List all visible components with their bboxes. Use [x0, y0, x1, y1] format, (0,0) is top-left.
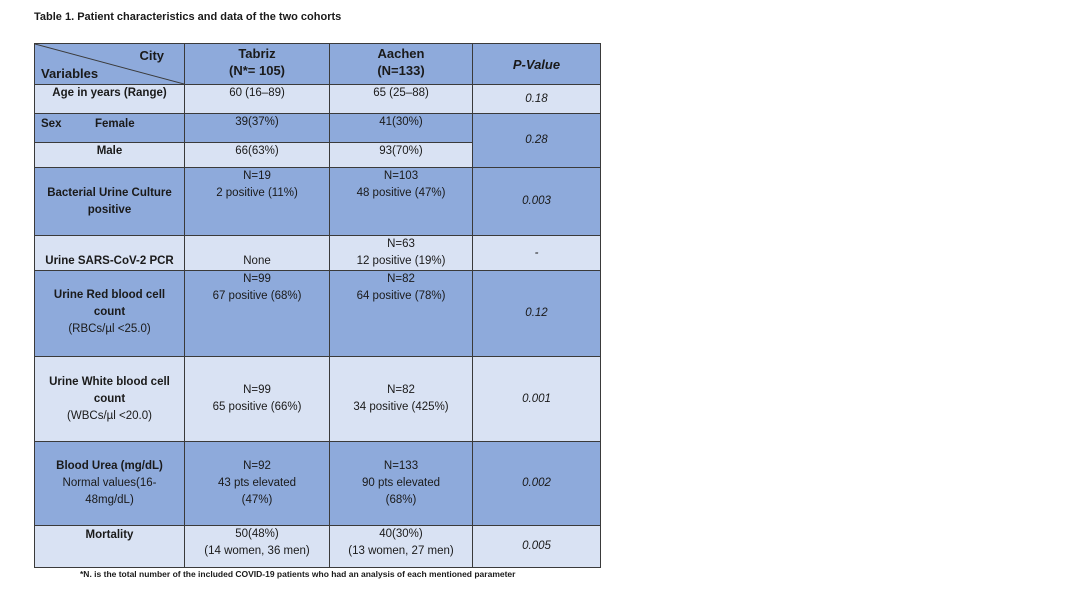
sex-label: Sex: [41, 118, 62, 130]
urea-tabriz-value-line2: (47%): [241, 494, 273, 506]
rbc-aachen-n: N=82: [387, 273, 415, 285]
urea-label-line2: Normal values(16-: [62, 477, 157, 489]
male-tabriz: 66(63%): [185, 143, 330, 168]
culture-label-line2: positive: [87, 203, 132, 216]
wbc-aachen: [330, 357, 473, 442]
row-wbc: [35, 357, 601, 442]
female-tabriz: 39(37%): [185, 114, 330, 143]
sex-female-label-cell: [35, 114, 185, 143]
mortality-label: Mortality: [35, 526, 185, 568]
wbc-tabriz-value: 65 positive (66%): [212, 401, 302, 413]
urea-aachen-n: N=133: [383, 460, 419, 472]
wbc-label-line1: Urine White blood cell: [49, 375, 170, 388]
row-rbc: [35, 271, 601, 357]
culture-tabriz-n: N=19: [243, 170, 271, 182]
pcr-aachen-value: 12 positive (19%): [356, 255, 446, 267]
pcr-aachen-n: N=63: [387, 238, 415, 250]
mortality-tabriz: [185, 526, 330, 568]
rbc-label-line2: count: [93, 306, 126, 318]
rbc-aachen: [330, 271, 473, 357]
row-culture: [35, 168, 601, 236]
header-aachen: [330, 44, 473, 85]
urea-tabriz-value-line1: 43 pts elevated: [217, 477, 296, 489]
header-pvalue: P-Value: [473, 44, 601, 85]
age-pvalue: 0.18: [473, 85, 601, 114]
table-footnote: *N. is the total number of the included COVID-19 patients who had an analysis of each mentioned parameter: [80, 569, 516, 579]
pcr-label: Urine SARS-CoV-2 PCR: [35, 236, 185, 271]
header-tabriz: [185, 44, 330, 85]
mortality-aachen: [330, 526, 473, 568]
pcr-pvalue: -: [473, 236, 601, 271]
rbc-label: [35, 271, 185, 357]
table-caption: Table 1. Patient characteristics and data of the two cohorts: [34, 11, 342, 23]
culture-tabriz-value: 2 positive (11%): [216, 187, 298, 199]
urea-label-line3: 48mg/dL): [85, 494, 134, 506]
wbc-aachen-n: N=82: [387, 384, 415, 396]
wbc-label: [35, 357, 185, 442]
urea-tabriz: [185, 442, 330, 526]
sex-pvalue: 0.28: [473, 114, 601, 168]
culture-tabriz: [185, 168, 330, 236]
culture-label: [35, 168, 185, 236]
mortality-tabriz-value-line1: 50(48%): [235, 528, 279, 540]
culture-aachen: [330, 168, 473, 236]
wbc-aachen-value: 34 positive (425%): [353, 401, 449, 413]
male-label: Male: [35, 143, 185, 168]
rbc-tabriz: [185, 271, 330, 357]
rbc-pvalue: 0.12: [473, 271, 601, 357]
rbc-label-line1: Urine Red blood cell: [53, 289, 166, 301]
rbc-aachen-value: 64 positive (78%): [356, 290, 446, 302]
row-age: [35, 85, 601, 114]
mortality-aachen-value-line2: (13 women, 27 men): [348, 545, 454, 557]
urea-aachen-value-line1: 90 pts elevated: [361, 477, 440, 489]
header-tabriz-name: Tabriz: [238, 46, 276, 61]
header-city: City: [139, 48, 164, 63]
header-row: [35, 44, 601, 85]
header-aachen-name: Aachen: [377, 46, 425, 61]
urea-label-line1: Blood Urea (mg/dL): [56, 460, 163, 472]
rbc-tabriz-value: 67 positive (68%): [212, 290, 302, 302]
wbc-pvalue: 0.001: [473, 357, 601, 442]
age-label: Age in years (Range): [35, 85, 185, 114]
culture-aachen-n: N=103: [383, 170, 419, 182]
header-diagonal-cell: [35, 44, 185, 85]
wbc-tabriz-n: N=99: [243, 384, 271, 396]
urea-aachen-value-line2: (68%): [385, 494, 417, 506]
row-urea: [35, 442, 601, 526]
mortality-aachen-value-line1: 40(30%): [379, 528, 423, 540]
age-aachen: 65 (25–88): [330, 85, 473, 114]
urea-tabriz-n: N=92: [243, 460, 271, 472]
male-aachen: 93(70%): [330, 143, 473, 168]
rbc-label-line3: (RBCs/µl <25.0): [68, 323, 151, 335]
mortality-pvalue: 0.005: [473, 526, 601, 568]
wbc-label-line2: count: [93, 392, 126, 405]
female-label: Female: [95, 118, 135, 130]
pcr-tabriz: None: [185, 236, 330, 271]
row-mortality: [35, 526, 601, 568]
urea-aachen: [330, 442, 473, 526]
pcr-aachen: [330, 236, 473, 271]
patient-characteristics-table: [34, 43, 601, 568]
header-tabriz-n: (N*= 105): [229, 63, 285, 78]
header-variables: Variables: [41, 66, 99, 81]
wbc-tabriz: [185, 357, 330, 442]
culture-label-line1: Bacterial Urine Culture: [47, 186, 172, 199]
culture-pvalue: 0.003: [473, 168, 601, 236]
header-aachen-n: (N=133): [377, 63, 425, 78]
wbc-label-line3: (WBCs/µl <20.0): [67, 409, 152, 422]
row-sex-female: [35, 114, 601, 143]
urea-label: [35, 442, 185, 526]
urea-pvalue: 0.002: [473, 442, 601, 526]
mortality-tabriz-value-line2: (14 women, 36 men): [204, 545, 310, 557]
female-aachen: 41(30%): [330, 114, 473, 143]
age-tabriz: 60 (16–89): [185, 85, 330, 114]
row-pcr: [35, 236, 601, 271]
culture-aachen-value: 48 positive (47%): [356, 187, 446, 199]
rbc-tabriz-n: N=99: [243, 273, 271, 285]
